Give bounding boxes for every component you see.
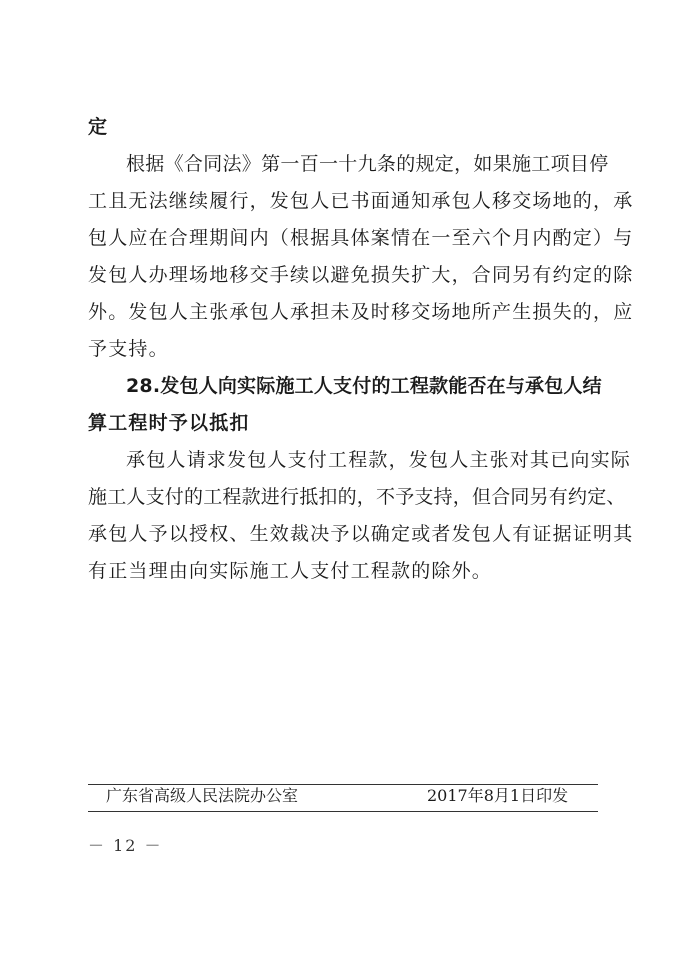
paragraph-27-line-3: 包人应在合理期间内（根据具体案情在一至六个月内酌定）与 [88, 227, 634, 249]
paragraph-tail-line-1: 定 [88, 116, 109, 138]
paragraph-28-line-2: 施工人支付的工程款进行抵扣的，不予支持，但合同另有约定、 [88, 486, 626, 508]
paragraph-27-line-2: 工且无法继续履行，发包人已书面通知承包人移交场地的，承 [88, 190, 634, 212]
footer-top-rule [88, 784, 598, 785]
paragraph-27-line-5: 外。发包人主张承包人承担未及时移交场地所产生损失的，应 [88, 301, 634, 323]
footer-date: 2017年8月1日印发 [427, 786, 569, 805]
paragraph-27-line-1: 根据《合同法》第一百一十九条的规定，如果施工项目停 [126, 153, 609, 175]
footer-bottom-rule [88, 811, 598, 812]
paragraph-28-line-1: 承包人请求发包人支付工程款，发包人主张对其已向实际 [126, 449, 632, 471]
paragraph-28-line-4: 有正当理由向实际施工人支付工程款的除外。 [88, 560, 493, 582]
page-number: － 12 － [88, 836, 163, 855]
footer-issuer: 广东省高级人民法院办公室 [106, 786, 299, 805]
paragraph-28-line-3: 承包人予以授权、生效裁决予以确定或者发包人有证据证明其 [88, 523, 634, 545]
paragraph-27-line-4: 发包人办理场地移交手续以避免损失扩大，合同另有约定的除 [88, 264, 634, 286]
heading-28-line-1: 28.发包人向实际施工人支付的工程款能否在与承包人结 [126, 375, 602, 397]
paragraph-27-line-6: 予支持。 [88, 338, 169, 360]
heading-28-line-2: 算工程时予以抵扣 [88, 412, 250, 434]
